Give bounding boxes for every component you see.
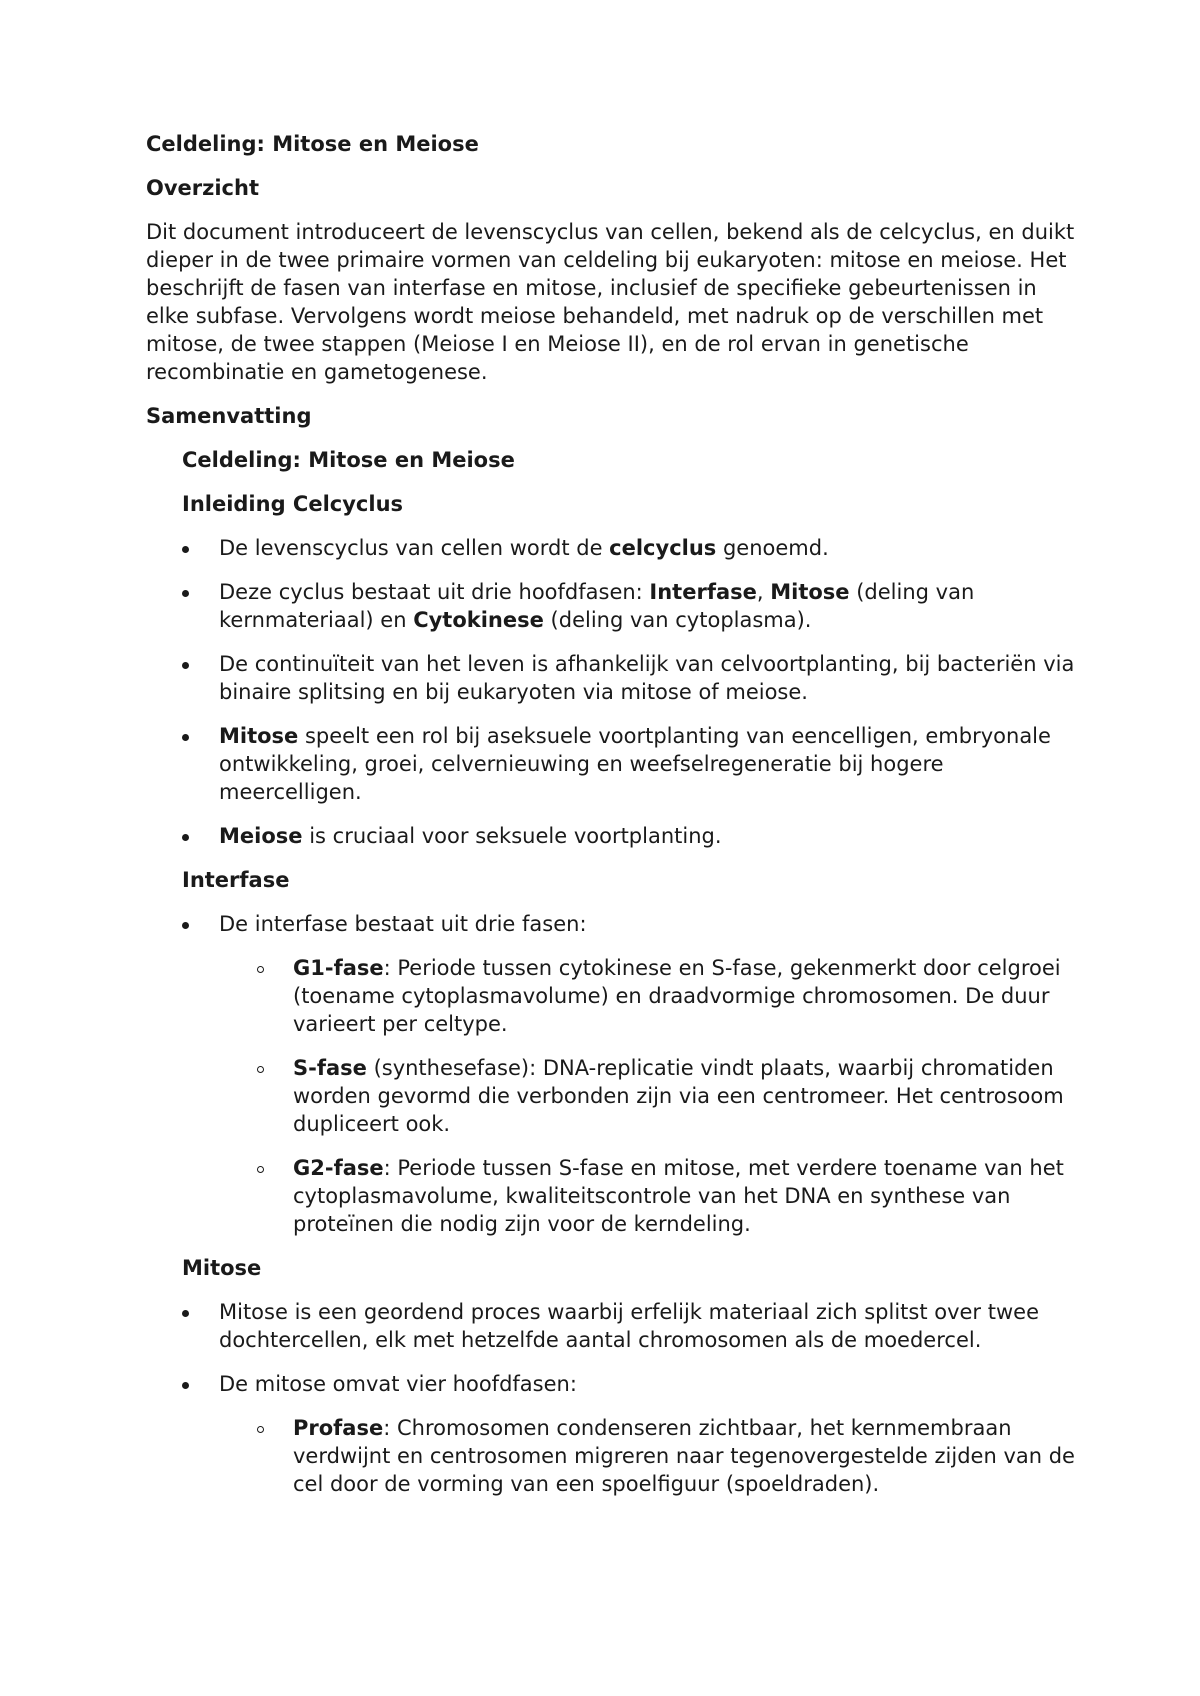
bullet-icon: [182, 662, 189, 669]
list-item: [182, 534, 1086, 562]
list-item: [182, 910, 1086, 1238]
list-item-text: De levenscyclus van cellen wordt de: [219, 536, 610, 560]
list-item-text: (deling van cytoplasma).: [543, 608, 812, 632]
list-item: [182, 722, 1086, 806]
bullet-icon: [182, 546, 189, 553]
overview-paragraph: Dit document introduceert de levenscyclus van cellen, bekend als de celcyclus, en duikt dieper in de twee primaire vormen van celdeling bij eukaryoten: mitose en meiose. Het beschrijft de fasen van interfase en mitose, inclusief de specifieke gebeurtenissen in elke subfase. Vervolgens wordt meiose behandeld, met nadruk op de verschillen met mitose, de twee stappen (Meiose I en Meiose II), en de rol ervan in genetische recombinatie en gametogenese.: [146, 220, 1075, 384]
sublist-item: [256, 1054, 1086, 1138]
term-bold: Meiose: [219, 824, 303, 848]
term-bold: celcyclus: [609, 536, 717, 560]
term-bold: S-fase: [293, 1056, 367, 1080]
list-item-text: : Periode tussen S-fase en mitose, met verdere toename van het cytoplasmavolume, kwaliteitscontrole van het DNA en synthese van proteïnen die nodig zijn voor de kerndeling.: [293, 1156, 1064, 1236]
summary-heading: Samenvatting: [146, 404, 312, 428]
list-item-text: : Chromosomen condenseren zichtbaar, het kernmembraan verdwijnt en centrosomen migreren naar tegenovergestelde zijden van de cel door de vorming van een spoelfiguur (spoeldraden).: [293, 1416, 1075, 1496]
list-item: [182, 1298, 1086, 1354]
mitose-list: [146, 1298, 1086, 1498]
term-bold: Cytokinese: [413, 608, 544, 632]
circle-bullet-icon: [257, 1426, 264, 1433]
term-bold: Profase: [293, 1416, 384, 1440]
list-item-text: De mitose omvat vier hoofdfasen:: [219, 1372, 577, 1396]
summary-subtitle: Celdeling: Mitose en Meiose: [182, 448, 515, 472]
bullet-icon: [182, 590, 189, 597]
term-bold: Mitose: [770, 580, 850, 604]
mitose-heading: Mitose: [182, 1256, 262, 1280]
intro-heading: Inleiding Celcyclus: [182, 492, 404, 516]
circle-bullet-icon: [257, 1166, 264, 1173]
list-item-text: speelt een rol bij aseksuele voortplanting van eencelligen, embryonale ontwikkeling, groei, celvernieuwing en weefselregeneratie bij hogere meercelligen.: [219, 724, 1051, 804]
list-item: [182, 578, 1086, 634]
bullet-icon: [182, 1382, 189, 1389]
sublist-item: [256, 1414, 1086, 1498]
list-item: [182, 1370, 1086, 1498]
term-bold: Mitose: [219, 724, 299, 748]
bullet-icon: [182, 1310, 189, 1317]
document-page: [146, 130, 1086, 1514]
list-item-text: genoemd.: [716, 536, 829, 560]
list-item-text: ,: [756, 580, 771, 604]
sublist-item: [256, 954, 1086, 1038]
list-item-text: (synthesefase): DNA-replicatie vindt plaats, waarbij chromatiden worden gevormd die verbonden zijn via een centromeer. Het centrosoom dupliceert ook.: [293, 1056, 1064, 1136]
bullet-icon: [182, 922, 189, 929]
interfase-heading: Interfase: [182, 868, 290, 892]
term-bold: Interfase: [649, 580, 757, 604]
intro-list: [146, 534, 1086, 850]
list-item-text: Mitose is een geordend proces waarbij erfelijk materiaal zich splitst over twee dochtercellen, elk met hetzelfde aantal chromosomen als de moedercel.: [219, 1300, 1039, 1352]
interfase-list: [146, 910, 1086, 1238]
list-item-text: De interfase bestaat uit drie fasen:: [219, 912, 587, 936]
list-item-text: Deze cyclus bestaat uit drie hoofdfasen:: [219, 580, 650, 604]
circle-bullet-icon: [257, 966, 264, 973]
circle-bullet-icon: [257, 1066, 264, 1073]
term-bold: G2-fase: [293, 1156, 384, 1180]
list-item-text: : Periode tussen cytokinese en S-fase, gekenmerkt door celgroei (toename cytoplasmavolume) en draadvormige chromosomen. De duur varieert per celtype.: [293, 956, 1061, 1036]
list-item-text: (deling van kernmateriaal) en: [219, 580, 975, 632]
bullet-icon: [182, 734, 189, 741]
list-item-text: is cruciaal voor seksuele voortplanting.: [302, 824, 722, 848]
sublist-item: [256, 1154, 1086, 1238]
bullet-icon: [182, 834, 189, 841]
list-item: [182, 650, 1086, 706]
interfase-sublist: [219, 954, 1086, 1238]
mitose-sublist: [219, 1414, 1086, 1498]
overview-heading: Overzicht: [146, 176, 259, 200]
term-bold: G1-fase: [293, 956, 384, 980]
list-item-text: De continuïteit van het leven is afhankelijk van celvoortplanting, bij bacteriën via binaire splitsing en bij eukaryoten via mitose of meiose.: [219, 652, 1075, 704]
list-item: [182, 822, 1086, 850]
document-title: Celdeling: Mitose en Meiose: [146, 132, 479, 156]
